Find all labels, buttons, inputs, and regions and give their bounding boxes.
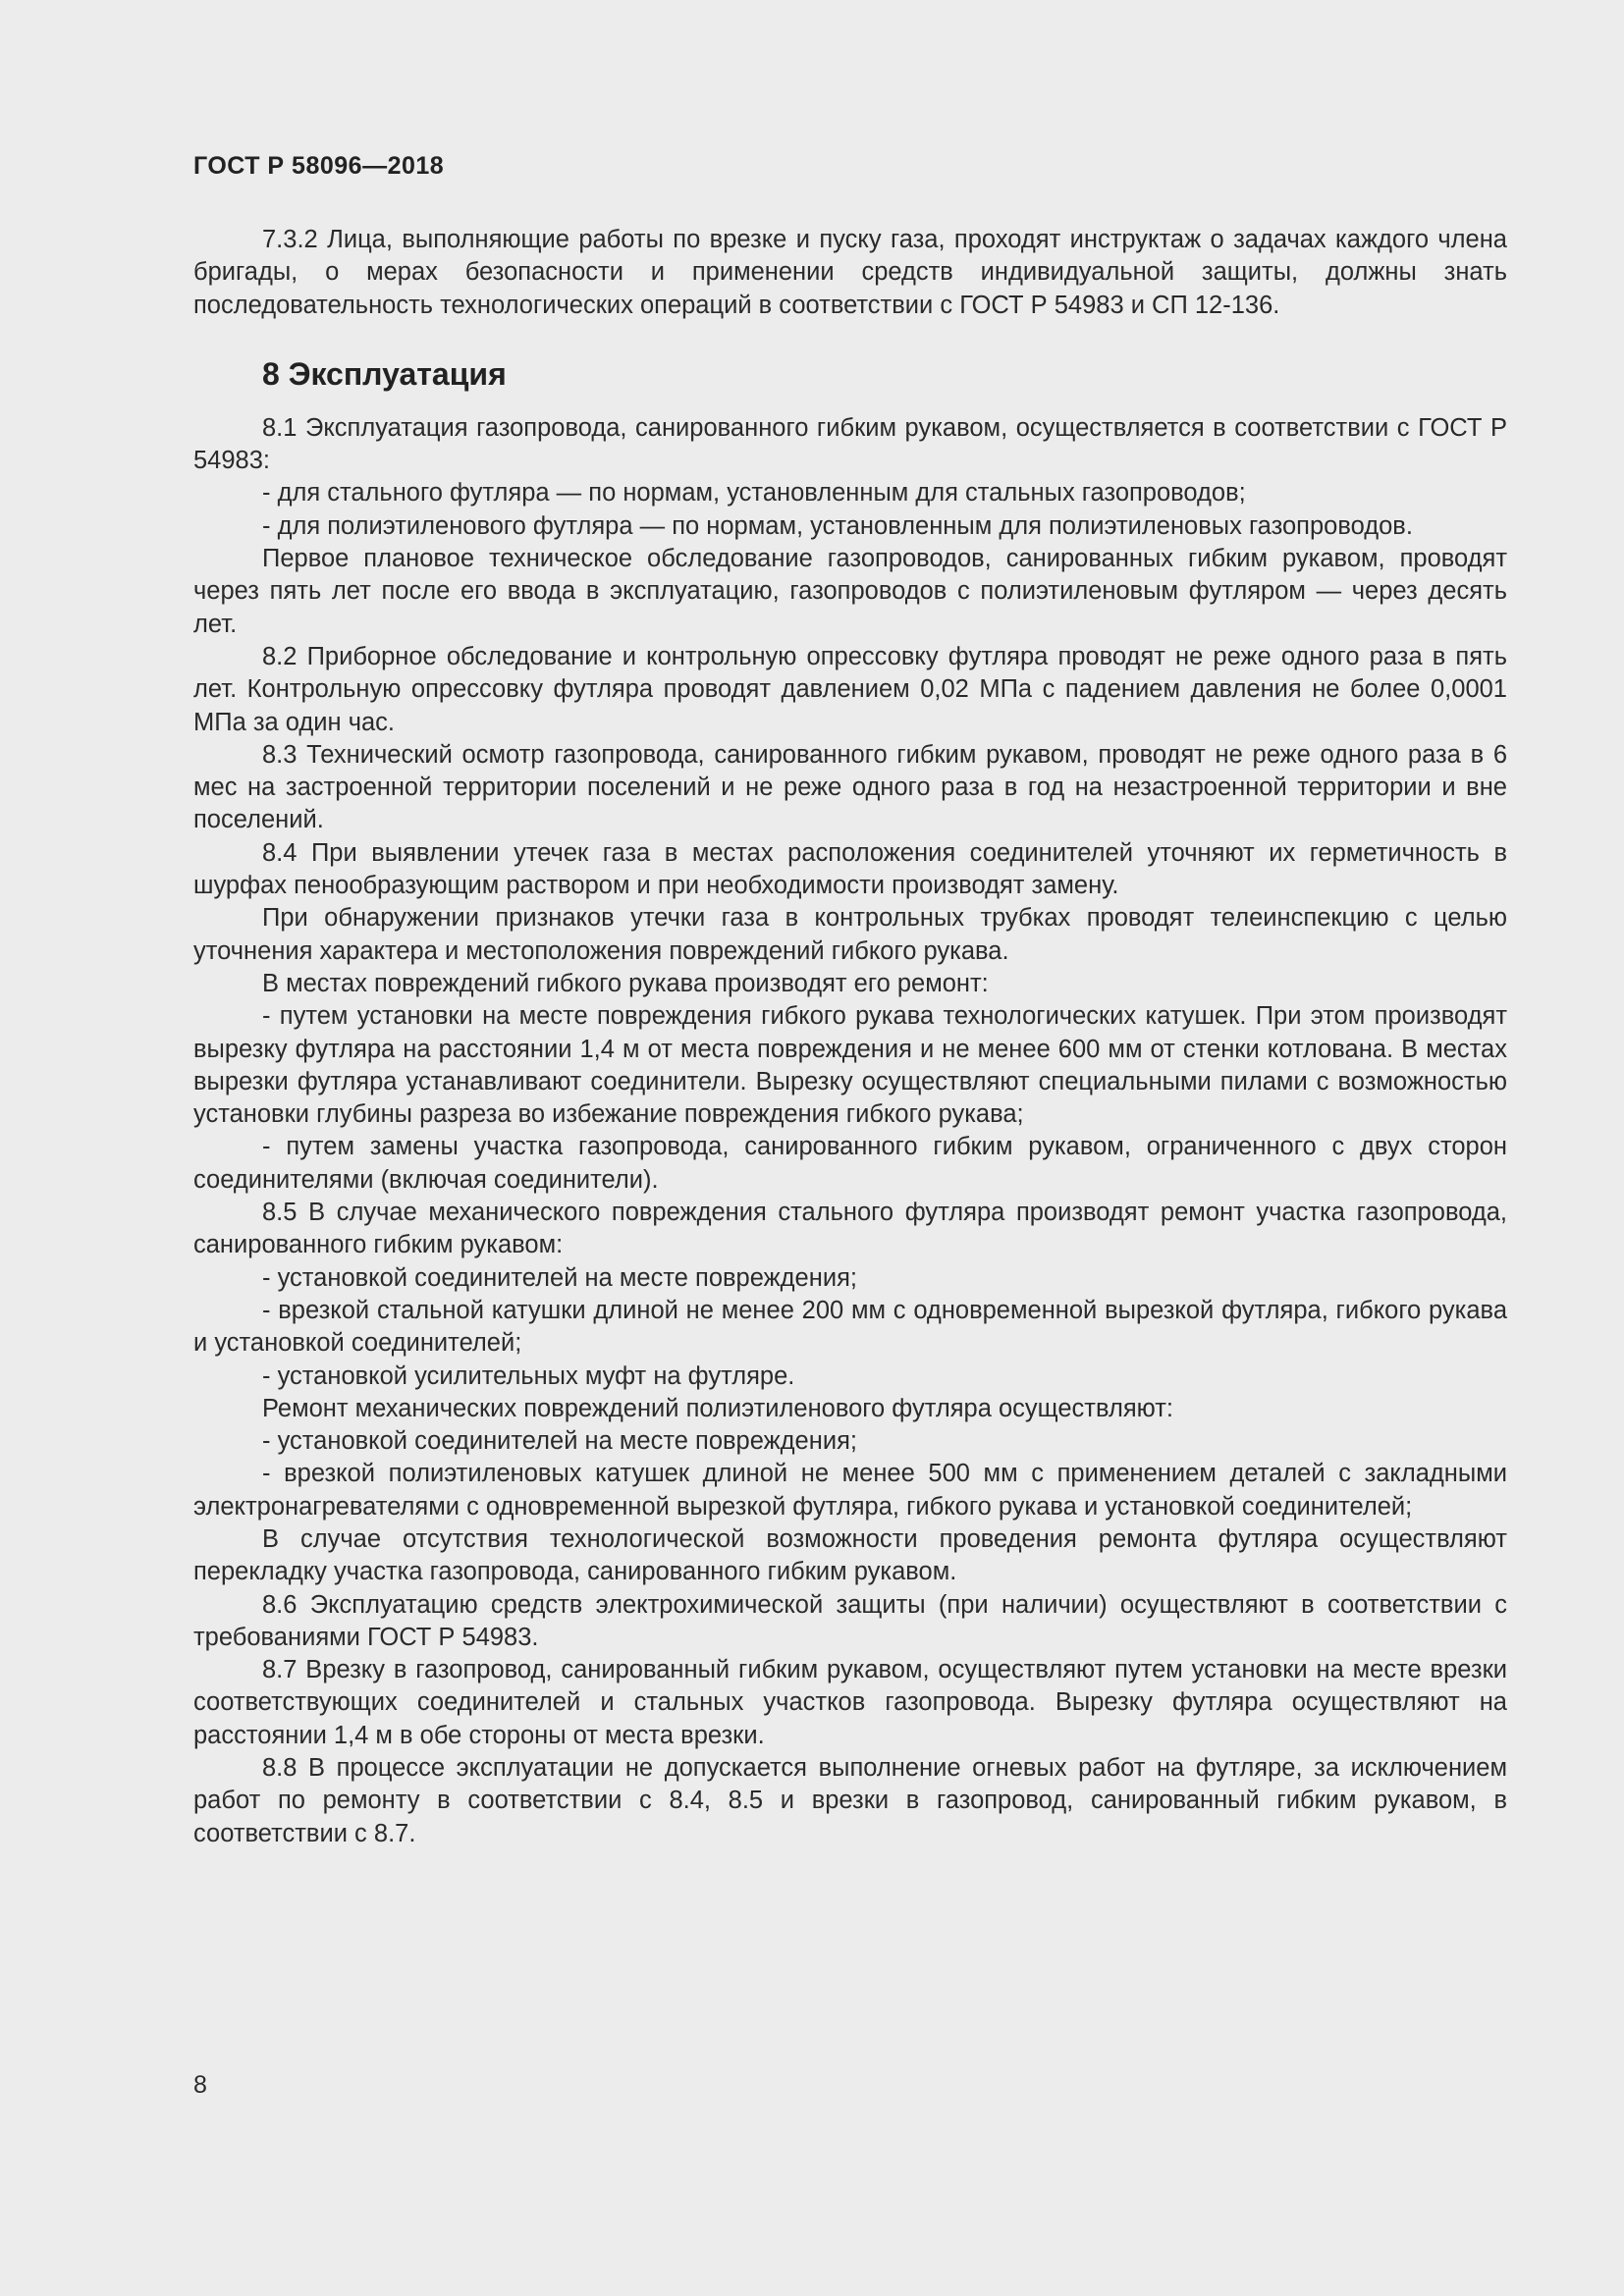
paragraph-8-6: 8.6 Эксплуатацию средств электрохимической защиты (при наличии) осуществляют в соответствии с требованиями ГОСТ Р 54983. xyxy=(193,1590,1507,1651)
list-item: - путем установки на месте повреждения гибкого рукава технологических катушек. При этом производят вырезку футляра на расстоянии 1,4 м от места повреждения и не менее 600 мм от стенки котлована. В местах вырезки футляра устанавливают соединители. Вырезку осуществляют специальными пилами с возможностью установки глубины разреза во избежание повреждения гибкого рукава; xyxy=(193,1002,1507,1129)
paragraph: При обнаружении признаков утечки газа в контрольных трубках проводят телеинспекцию с целью уточнения характера и местоположения повреждений гибкого рукава. xyxy=(193,904,1507,965)
paragraph-8-7: 8.7 Врезку в газопровод, санированный гибким рукавом, осуществляют путем установки на месте врезки соответствующих соединителей и стальных участков газопровода. Вырезку футляра осуществляют на расстоянии 1,4 м в обе стороны от места врезки. xyxy=(193,1656,1507,1749)
paragraph: Ремонт механических повреждений полиэтиленового футляра осуществляют: xyxy=(262,1394,1173,1422)
section-title: 8 Эксплуатация xyxy=(262,355,507,392)
document-body xyxy=(193,224,1507,1850)
list-item: - установкой усилительных муфт на футляре. xyxy=(262,1362,795,1390)
list-item: - установкой соединителей на месте повреждения; xyxy=(262,1427,857,1456)
paragraph: В местах повреждений гибкого рукава производят его ремонт: xyxy=(262,969,989,997)
paragraph: Первое плановое техническое обследование газопроводов, санированных гибким рукавом, проводят через пять лет после его ввода в эксплуатацию, газопроводов с полиэтиленовым футляром — через десять лет. xyxy=(193,545,1507,638)
paragraph-8-4: 8.4 При выявлении утечек газа в местах расположения соединителей уточняют их герметичность в шурфах пенообразующим раствором и при необходимости производят замену. xyxy=(193,838,1507,900)
list-item: - путем замены участка газопровода, санированного гибким рукавом, ограниченного с двух сторон соединителями (включая соединители). xyxy=(193,1133,1507,1194)
paragraph-8-3: 8.3 Технический осмотр газопровода, санированного гибким рукавом, проводят не реже одного раза в 6 мес на застроенной территории поселений и не реже одного раза в год на незастроенной территории и вне поселений. xyxy=(193,740,1507,834)
document-header: ГОСТ Р 58096—2018 xyxy=(193,152,445,180)
paragraph-7-3-2: 7.3.2 Лица, выполняющие работы по врезке и пуску газа, проходят инструктаж о задачах каждого члена бригады, о мерах безопасности и применении средств индивидуальной защиты, должны знать последовательность технологических операций в соответствии с ГОСТ Р 54983 и СП 12-136. xyxy=(193,226,1507,319)
paragraph: В случае отсутствия технологической возможности проведения ремонта футляра осуществляют перекладку участка газопровода, санированного гибким рукавом. xyxy=(193,1524,1507,1586)
list-item: - для стального футляра — по нормам, установленным для стальных газопроводов; xyxy=(262,479,1246,507)
paragraph-8-2: 8.2 Приборное обследование и контрольную опрессовку футляра проводят не реже одного раза в пять лет. Контрольную опрессовку футляра проводят давлением 0,02 МПа с падением давления не более 0,0001 МПа за один час. xyxy=(193,642,1507,736)
page-number: 8 xyxy=(193,2071,207,2099)
list-item: - врезкой стальной катушки длиной не менее 200 мм с одновременной вырезкой футляра, гибкого рукава и установкой соединителей; xyxy=(193,1296,1507,1358)
list-item: - врезкой полиэтиленовых катушек длиной не менее 500 мм с применением деталей с закладными электронагревателями с одновременной вырезкой футляра, гибкого рукава и установкой соединителей; xyxy=(193,1460,1507,1521)
paragraph-8-1: 8.1 Эксплуатация газопровода, санированного гибким рукавом, осуществляется в соответствии с ГОСТ Р 54983: xyxy=(193,413,1507,475)
list-item: - для полиэтиленового футляра — по нормам, установленным для полиэтиленовых газопроводов. xyxy=(262,511,1413,540)
list-item: - установкой соединителей на месте повреждения; xyxy=(262,1263,857,1292)
paragraph-8-8: 8.8 В процессе эксплуатации не допускается выполнение огневых работ на футляре, за исключением работ по ремонту в соответствии с 8.4, 8.5 и врезки в газопровод, санированный гибким рукавом, в соответствии с 8.7. xyxy=(193,1754,1507,1847)
paragraph-8-5: 8.5 В случае механического повреждения стального футляра производят ремонт участка газопровода, санированного гибким рукавом: xyxy=(193,1199,1507,1259)
